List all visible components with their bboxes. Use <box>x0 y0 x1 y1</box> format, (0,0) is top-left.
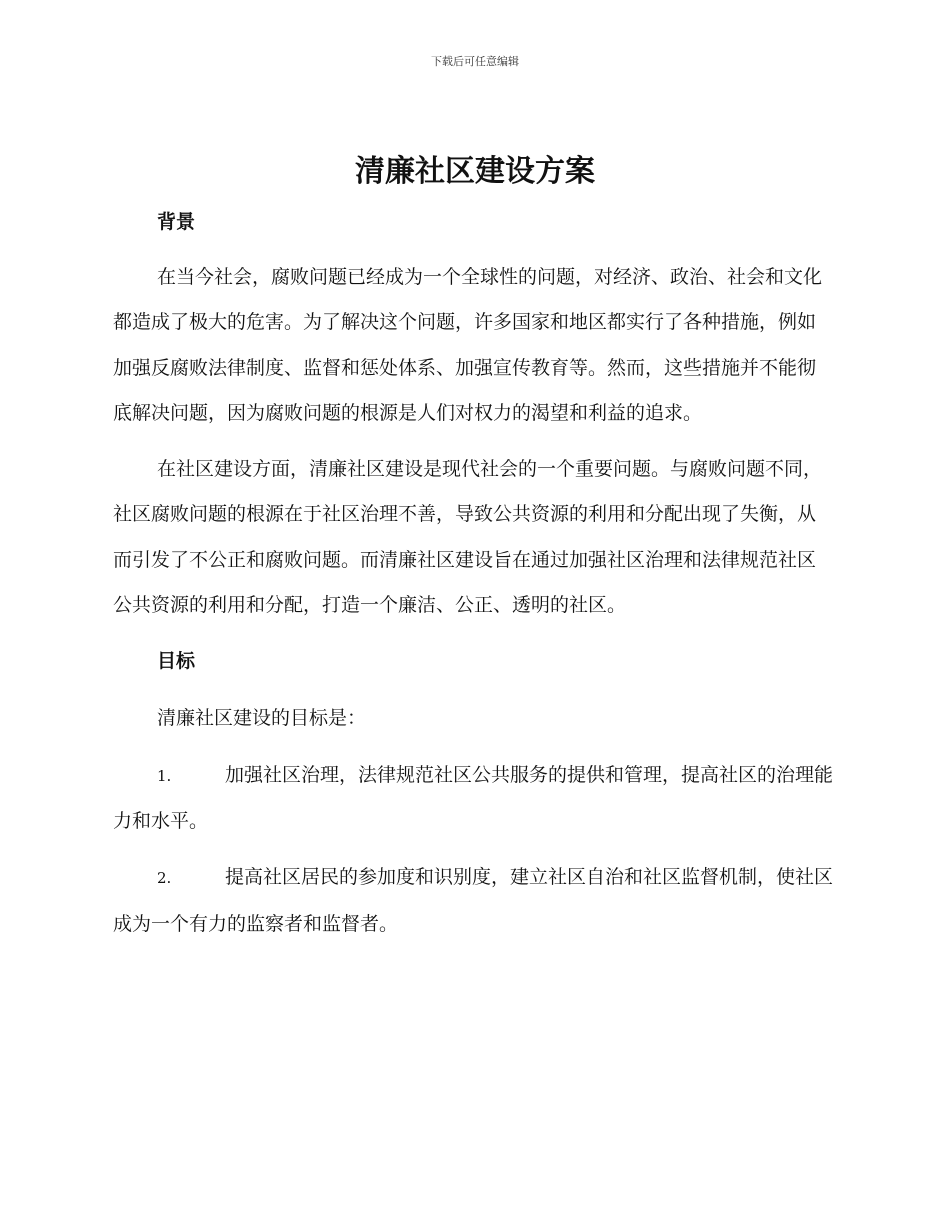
background-paragraph-2: 在社区建设方面，清廉社区建设是现代社会的一个重要问题。与腐败问题不同，社区腐败问题的根源在于社区治理不善，导致公共资源的利用和分配出现了失衡，从而引发了不公正和腐败问题。而清廉社区建设旨在通过加强社区治理和法律规范社区公共资源的利用和分配，打造一个廉洁、公正、透明的社区。 <box>113 458 823 617</box>
goal-item-2 <box>113 855 833 947</box>
background-paragraph-1: 在当今社会，腐败问题已经成为一个全球性的问题，对经济、政治、社会和文化都造成了极大的危害。为了解决这个问题，许多国家和地区都实行了各种措施，例如加强反腐败法律制度、监督和惩处体系、加强宣传教育等。然而，这些措施并不能彻底解决问题，因为腐败问题的根源是人们对权力的渴望和利益的追求。 <box>113 266 823 424</box>
document-body <box>113 200 833 947</box>
goal-item-text: 加强社区治理，法律规范社区公共服务的提供和管理，提高社区的治理能力和水平。 <box>113 763 834 832</box>
section-heading-goals: 目标 <box>157 650 196 673</box>
goal-item-number: 2. <box>157 869 172 888</box>
page-header-note: 下载后可任意编辑 <box>431 55 519 68</box>
section-heading-background: 背景 <box>157 211 196 233</box>
goals-intro: 清廉社区建设的目标是： <box>157 707 367 730</box>
goal-item-number: 1. <box>157 766 172 785</box>
document-title: 清廉社区建设方案 <box>355 154 595 189</box>
goal-item-text: 提高社区居民的参加度和识别度，建立社区自治和社区监督机制，使社区成为一个有力的监察者和监督者。 <box>113 866 834 935</box>
goal-item-1 <box>113 753 833 845</box>
